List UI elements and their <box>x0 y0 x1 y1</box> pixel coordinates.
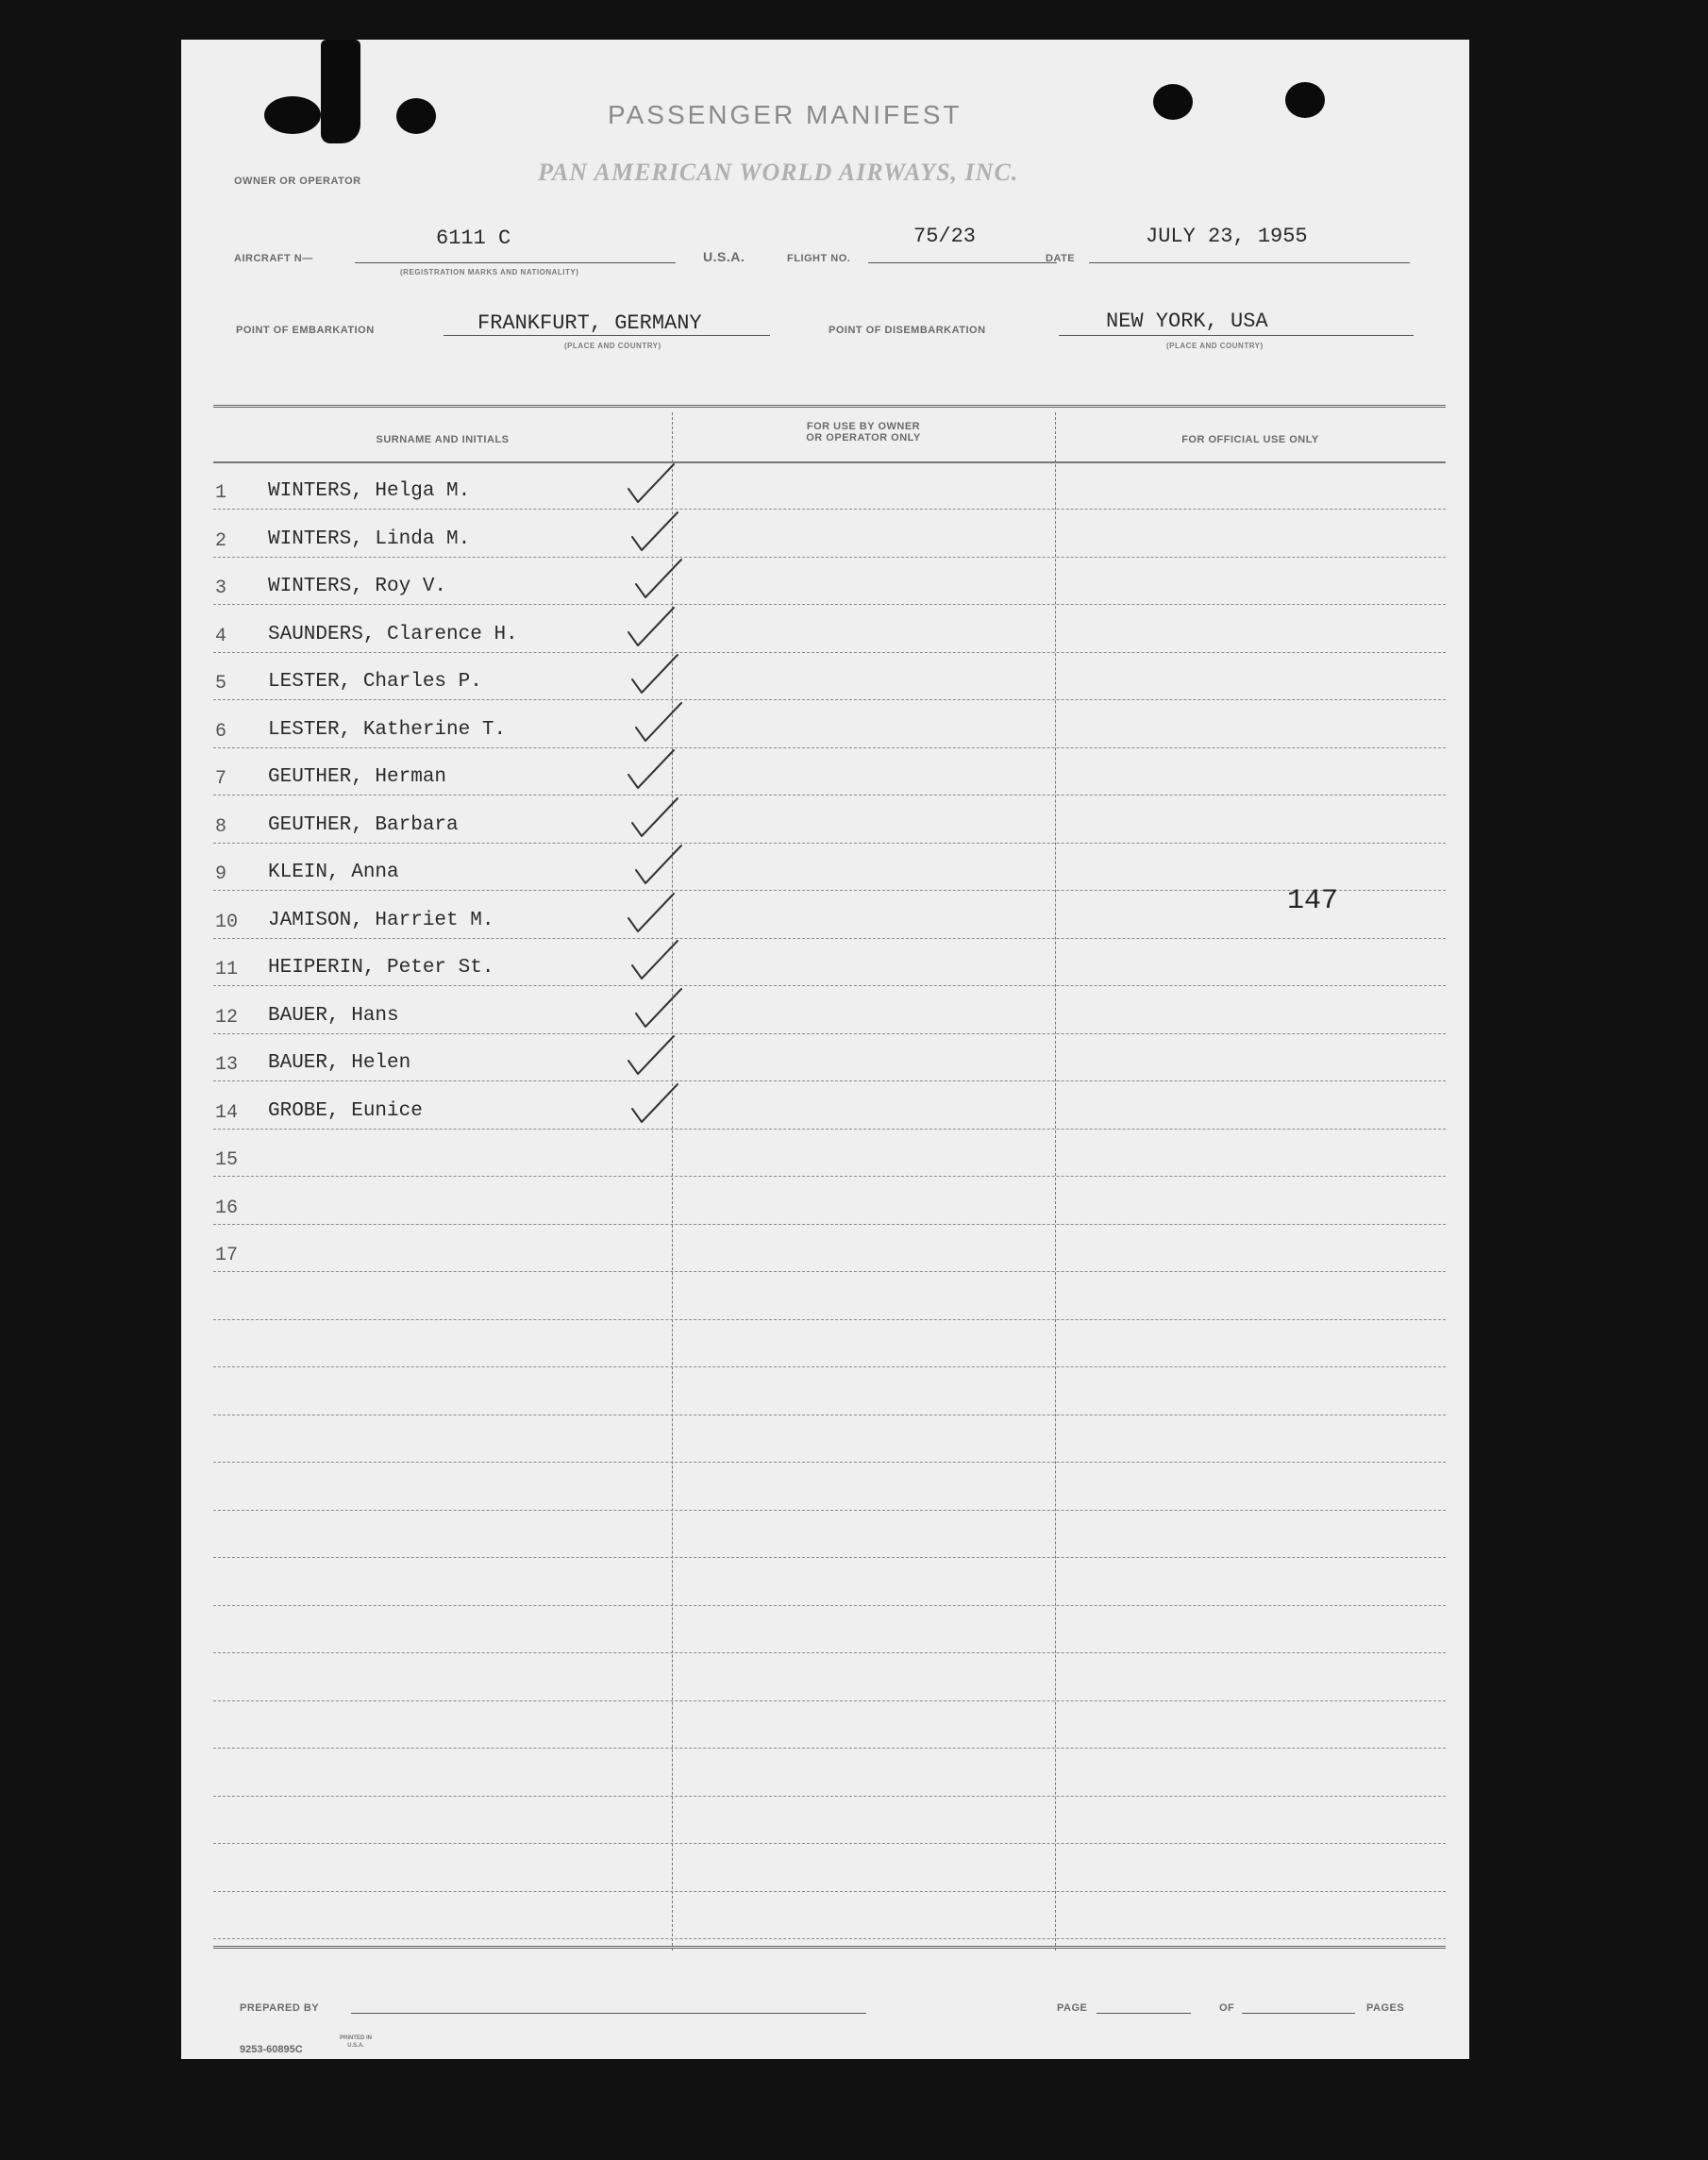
row-rule <box>213 1652 1446 1653</box>
aircraft-label: AIRCRAFT N— <box>234 253 313 264</box>
row-rule <box>213 1557 1446 1558</box>
row-rule <box>213 604 1446 605</box>
passenger-name: WINTERS, Linda M. <box>268 527 471 550</box>
row-rule <box>213 1796 1446 1797</box>
date-line <box>1089 262 1410 263</box>
row-rule <box>213 557 1446 558</box>
row-number: 16 <box>215 1197 239 1219</box>
usa-label: U.S.A. <box>703 249 745 264</box>
passenger-name: WINTERS, Roy V. <box>268 576 447 597</box>
printed-stamp: PRINTED IN U.S.A. <box>340 2035 373 2049</box>
column-header-owner <box>672 421 1055 444</box>
row-number: 8 <box>215 815 227 838</box>
row-number: 10 <box>215 911 239 933</box>
passenger-name: JAMISON, Harriet M. <box>268 909 494 931</box>
punch-hole-right <box>1285 82 1325 118</box>
passenger-name: HEIPERIN, Peter St. <box>268 957 494 979</box>
passenger-name: LESTER, Charles P. <box>268 671 482 693</box>
flight-line <box>868 262 1057 263</box>
passenger-name: SAUNDERS, Clarence H. <box>268 623 518 645</box>
owner-label: OWNER OR OPERATOR <box>234 176 361 187</box>
row-rule <box>213 890 1446 891</box>
row-rule <box>213 1700 1446 1701</box>
row-rule <box>213 1033 1446 1034</box>
row-number: 14 <box>215 1101 239 1124</box>
prepared-label: PREPARED BY <box>240 2002 320 2014</box>
passenger-name: GEUTHER, Herman <box>268 766 447 788</box>
torn-corner <box>321 40 360 143</box>
row-rule <box>213 1319 1446 1320</box>
of-line <box>1242 2013 1355 2014</box>
row-rule <box>213 747 1446 748</box>
row-number: 4 <box>215 625 227 647</box>
row-number: 13 <box>215 1054 239 1076</box>
passenger-name: KLEIN, Anna <box>268 862 399 883</box>
row-rule <box>213 1891 1446 1892</box>
punch-hole-center <box>1153 84 1193 120</box>
page-line <box>1097 2013 1191 2014</box>
aircraft-sublabel: (REGISTRATION MARKS AND NATIONALITY) <box>400 268 579 276</box>
airline-name: PAN AMERICAN WORLD AIRWAYS, INC. <box>538 159 1019 186</box>
row-rule <box>213 1605 1446 1606</box>
row-rule <box>213 509 1446 510</box>
passenger-name: GEUTHER, Barbara <box>268 813 459 836</box>
row-rule <box>213 1462 1446 1463</box>
row-rule <box>213 1843 1446 1844</box>
embark-label: POINT OF EMBARKATION <box>236 325 375 336</box>
date-value: JULY 23, 1955 <box>1146 225 1308 248</box>
column-divider-2 <box>1055 412 1056 1951</box>
flight-label: FLIGHT NO. <box>787 253 851 264</box>
manifest-sheet <box>181 40 1469 2059</box>
row-rule <box>213 938 1446 939</box>
row-number: 5 <box>215 673 227 695</box>
row-number: 7 <box>215 768 227 790</box>
page-title: PASSENGER MANIFEST <box>608 100 963 129</box>
punch-hole-mid <box>396 98 436 134</box>
passenger-name: BAUER, Hans <box>268 1004 399 1027</box>
row-number: 3 <box>215 578 227 599</box>
row-number: 1 <box>215 482 227 504</box>
table-top-rule <box>213 405 1446 408</box>
passenger-name: WINTERS, Helga M. <box>268 480 471 502</box>
row-number: 11 <box>215 959 239 980</box>
passenger-name: BAUER, Helen <box>268 1052 411 1074</box>
row-rule <box>213 843 1446 844</box>
disembark-value: NEW YORK, USA <box>1106 310 1268 333</box>
disembark-label: POINT OF DISEMBARKATION <box>829 325 986 336</box>
row-rule <box>213 1510 1446 1511</box>
aircraft-line <box>355 262 676 263</box>
flight-value: 75/23 <box>913 225 977 248</box>
row-rule <box>213 1366 1446 1367</box>
aircraft-value: 6111 C <box>436 226 511 250</box>
embark-value: FRANKFURT, GERMANY <box>477 311 702 335</box>
disembark-sublabel: (PLACE AND COUNTRY) <box>1166 342 1264 350</box>
row-number: 9 <box>215 863 227 885</box>
row-number: 2 <box>215 529 227 552</box>
row-rule <box>213 652 1446 653</box>
column-header-surname: SURNAME AND INITIALS <box>376 434 510 445</box>
row-rule <box>213 1080 1446 1081</box>
passenger-name: GROBE, Eunice <box>268 1099 423 1122</box>
page-label: PAGE <box>1057 2002 1088 2014</box>
row-rule <box>213 1938 1446 1939</box>
table-header-rule <box>213 461 1446 463</box>
disembark-line <box>1059 335 1414 336</box>
row-rule <box>213 1748 1446 1749</box>
row-rule <box>213 699 1446 700</box>
column-header-official: FOR OFFICIAL USE ONLY <box>1181 434 1319 445</box>
row-number: 17 <box>215 1245 239 1266</box>
date-label: DATE <box>1046 253 1076 264</box>
passenger-name: LESTER, Katherine T. <box>268 718 507 741</box>
row-rule <box>213 1224 1446 1225</box>
row-number: 15 <box>215 1149 239 1171</box>
column-header-owner-line2: OR OPERATOR ONLY <box>806 432 921 444</box>
embark-sublabel: (PLACE AND COUNTRY) <box>564 342 661 350</box>
checkmark-icon <box>625 1077 691 1133</box>
prepared-line <box>351 2013 866 2014</box>
of-label: OF <box>1219 2002 1235 2014</box>
column-header-owner-line1: FOR USE BY OWNER <box>806 421 921 432</box>
row-rule <box>213 1129 1446 1130</box>
row-rule <box>213 1176 1446 1177</box>
row-number: 6 <box>215 720 227 743</box>
punch-hole-left <box>264 96 321 134</box>
row-rule <box>213 985 1446 986</box>
form-code: 9253-60895C <box>240 2044 303 2055</box>
row-number: 12 <box>215 1006 239 1029</box>
table-bottom-rule <box>213 1946 1446 1949</box>
pages-label: PAGES <box>1366 2002 1405 2014</box>
embark-line <box>444 335 770 336</box>
row-rule <box>213 1271 1446 1272</box>
official-note: 147 <box>1287 885 1339 917</box>
